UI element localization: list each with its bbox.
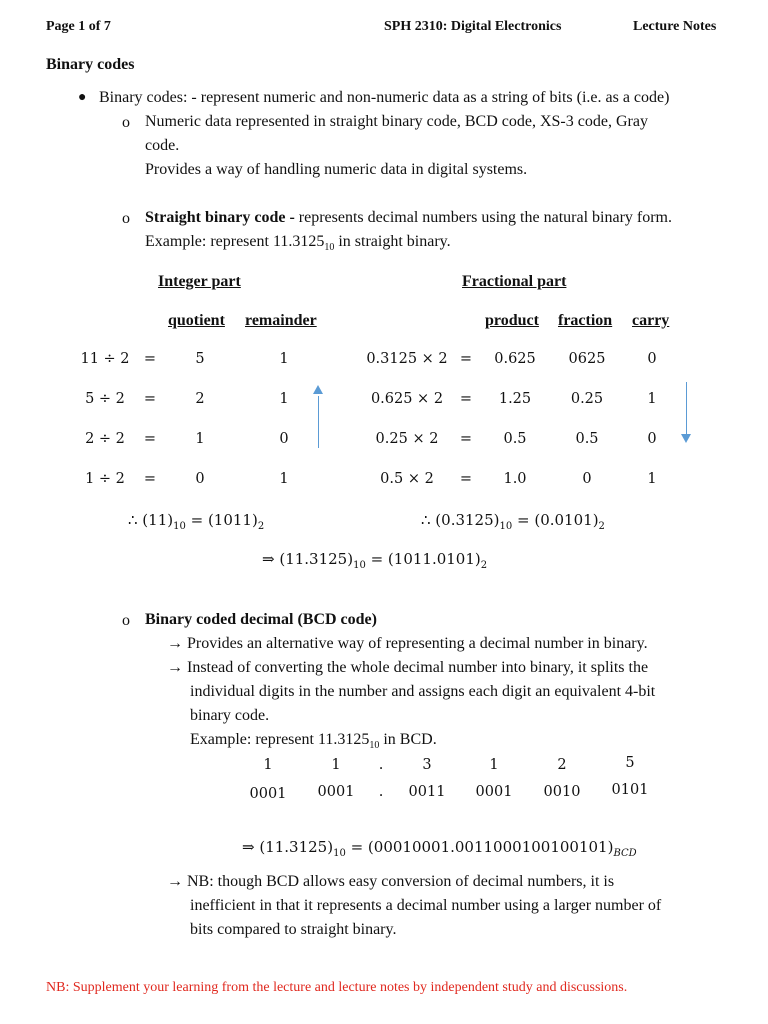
sub-bullet-circle: o — [122, 612, 130, 629]
bcd-point-1: → Provides an alternative way of representing a decimal number in binary. — [167, 635, 648, 652]
document-type: Lecture Notes — [633, 19, 717, 34]
quotient-value: 5 — [195, 351, 205, 367]
bcd-code: 0001 — [249, 786, 287, 802]
arrow-down-icon — [681, 434, 691, 443]
product-value: 0.5 — [503, 431, 527, 447]
bullet-dot: ● — [78, 90, 87, 105]
bcd-example: Example: represent $11.3125_{10}$ in BCD. — [190, 731, 437, 752]
product-value: 1.0 — [503, 471, 527, 487]
bcd-digit: 5 — [625, 755, 635, 771]
quotient-value: 2 — [195, 391, 205, 407]
bcd-nb-line-1: → NB: though BCD allows easy conversion of decimal numbers, it is — [167, 873, 615, 890]
product-value: 0.625 — [494, 351, 536, 367]
equals-sign: = — [143, 351, 157, 367]
equals-sign: = — [459, 431, 473, 447]
integer-row-expression: 1 ÷ 2 — [85, 471, 125, 487]
bcd-digit: 1 — [263, 757, 273, 773]
column-fraction: fraction — [558, 312, 613, 329]
straight-binary-heading: Straight binary code - represents decimal numbers using the natural binary form. — [145, 209, 672, 226]
equals-sign: = — [143, 471, 157, 487]
section-title: Binary codes — [46, 56, 135, 73]
straight-binary-example: Example: represent $11.3125_{10}$ in straight binary. — [145, 233, 451, 254]
bcd-digit: 2 — [557, 757, 567, 773]
carry-value: 0 — [647, 351, 657, 367]
remainder-value: 1 — [279, 471, 289, 487]
bcd-point-2-line-1: → Instead of converting the whole decimal number into binary, it splits the — [167, 659, 649, 676]
fraction-value: 0625 — [568, 351, 606, 367]
column-quotient: quotient — [168, 312, 225, 329]
product-value: 1.25 — [498, 391, 532, 407]
numeric-line-3: Provides a way of handling numeric data in digital systems. — [145, 161, 528, 178]
fraction-value: 0.5 — [575, 431, 599, 447]
integer-row-expression: 5 ÷ 2 — [85, 391, 125, 407]
fraction-value: 0.25 — [570, 391, 604, 407]
fraction-row-expression: 0.5 × 2 — [380, 471, 434, 487]
equals-sign: = — [459, 391, 473, 407]
column-remainder: remainder — [245, 312, 317, 329]
remainder-value: 1 — [279, 391, 289, 407]
bcd-decimal-point: . — [378, 757, 384, 773]
remainder-value: 0 — [279, 431, 289, 447]
bcd-result: ⇒ $(11.3125)_{10} = (00010001.0011000100100101)_{BCD}$ — [242, 838, 637, 859]
arrow-up-icon — [313, 385, 323, 394]
column-carry: carry — [632, 312, 670, 329]
column-product: product — [485, 312, 539, 329]
carry-value: 0 — [647, 431, 657, 447]
fraction-row-expression: 0.25 × 2 — [375, 431, 439, 447]
bcd-code: 0010 — [543, 784, 581, 800]
carry-value: 1 — [647, 471, 657, 487]
equals-sign: = — [143, 391, 157, 407]
bcd-decimal-point: . — [378, 784, 384, 800]
bcd-digit: 1 — [489, 757, 499, 773]
fraction-row-expression: 0.3125 × 2 — [366, 351, 448, 367]
fractional-part-heading: Fractional part — [462, 273, 567, 290]
sub-bullet-circle: o — [122, 114, 130, 131]
bcd-code: 0001 — [317, 784, 355, 800]
footer-note: NB: Supplement your learning from the lecture and lecture notes by independent study and discussions. — [46, 980, 628, 995]
numeric-line-1: Numeric data represented in straight binary code, BCD code, XS-3 code, Gray — [145, 113, 648, 130]
bcd-code: 0001 — [475, 784, 513, 800]
equals-sign: = — [459, 471, 473, 487]
sub-bullet-circle: o — [122, 210, 130, 227]
integer-part-heading: Integer part — [158, 273, 241, 290]
numeric-line-2: code. — [145, 137, 180, 154]
combined-binary-result: ⇒ $(11.3125)_{10} = (1011.0101)_2$ — [262, 550, 488, 571]
quotient-value: 1 — [195, 431, 205, 447]
fraction-result: ∴ $(0.3125)_{10} = (0.0101)_2$ — [421, 511, 605, 532]
page-number: Page 1 of 7 — [46, 19, 111, 34]
integer-row-expression: 11 ÷ 2 — [80, 351, 130, 367]
bcd-point-2-line-2: individual digits in the number and assigns each digit an equivalent 4-bit — [190, 683, 656, 700]
bcd-nb-line-2: inefficient in that it represents a decimal number using a larger number of — [190, 897, 662, 914]
course-code: SPH 2310: Digital Electronics — [384, 19, 562, 34]
bcd-heading: Binary coded decimal (BCD code) — [145, 611, 377, 628]
bcd-point-2-line-3: binary code. — [190, 707, 270, 724]
bcd-code: 0011 — [408, 784, 446, 800]
equals-sign: = — [459, 351, 473, 367]
bcd-digit: 3 — [422, 757, 432, 773]
integer-row-expression: 2 ÷ 2 — [85, 431, 125, 447]
carry-value: 1 — [647, 391, 657, 407]
bcd-digit: 1 — [331, 757, 341, 773]
quotient-value: 0 — [195, 471, 205, 487]
bcd-code: 0101 — [611, 782, 649, 798]
integer-result: ∴ $(11)_{10} = (1011)_2$ — [128, 511, 265, 532]
read-up-arrow-shaft — [318, 396, 319, 448]
fraction-value: 0 — [582, 471, 592, 487]
read-down-arrow-shaft — [686, 382, 687, 434]
binary-codes-definition: Binary codes: - represent numeric and non-numeric data as a string of bits (i.e. as a code) — [99, 89, 670, 106]
remainder-value: 1 — [279, 351, 289, 367]
bcd-nb-line-3: bits compared to straight binary. — [190, 921, 397, 938]
equals-sign: = — [143, 431, 157, 447]
fraction-row-expression: 0.625 × 2 — [370, 391, 444, 407]
